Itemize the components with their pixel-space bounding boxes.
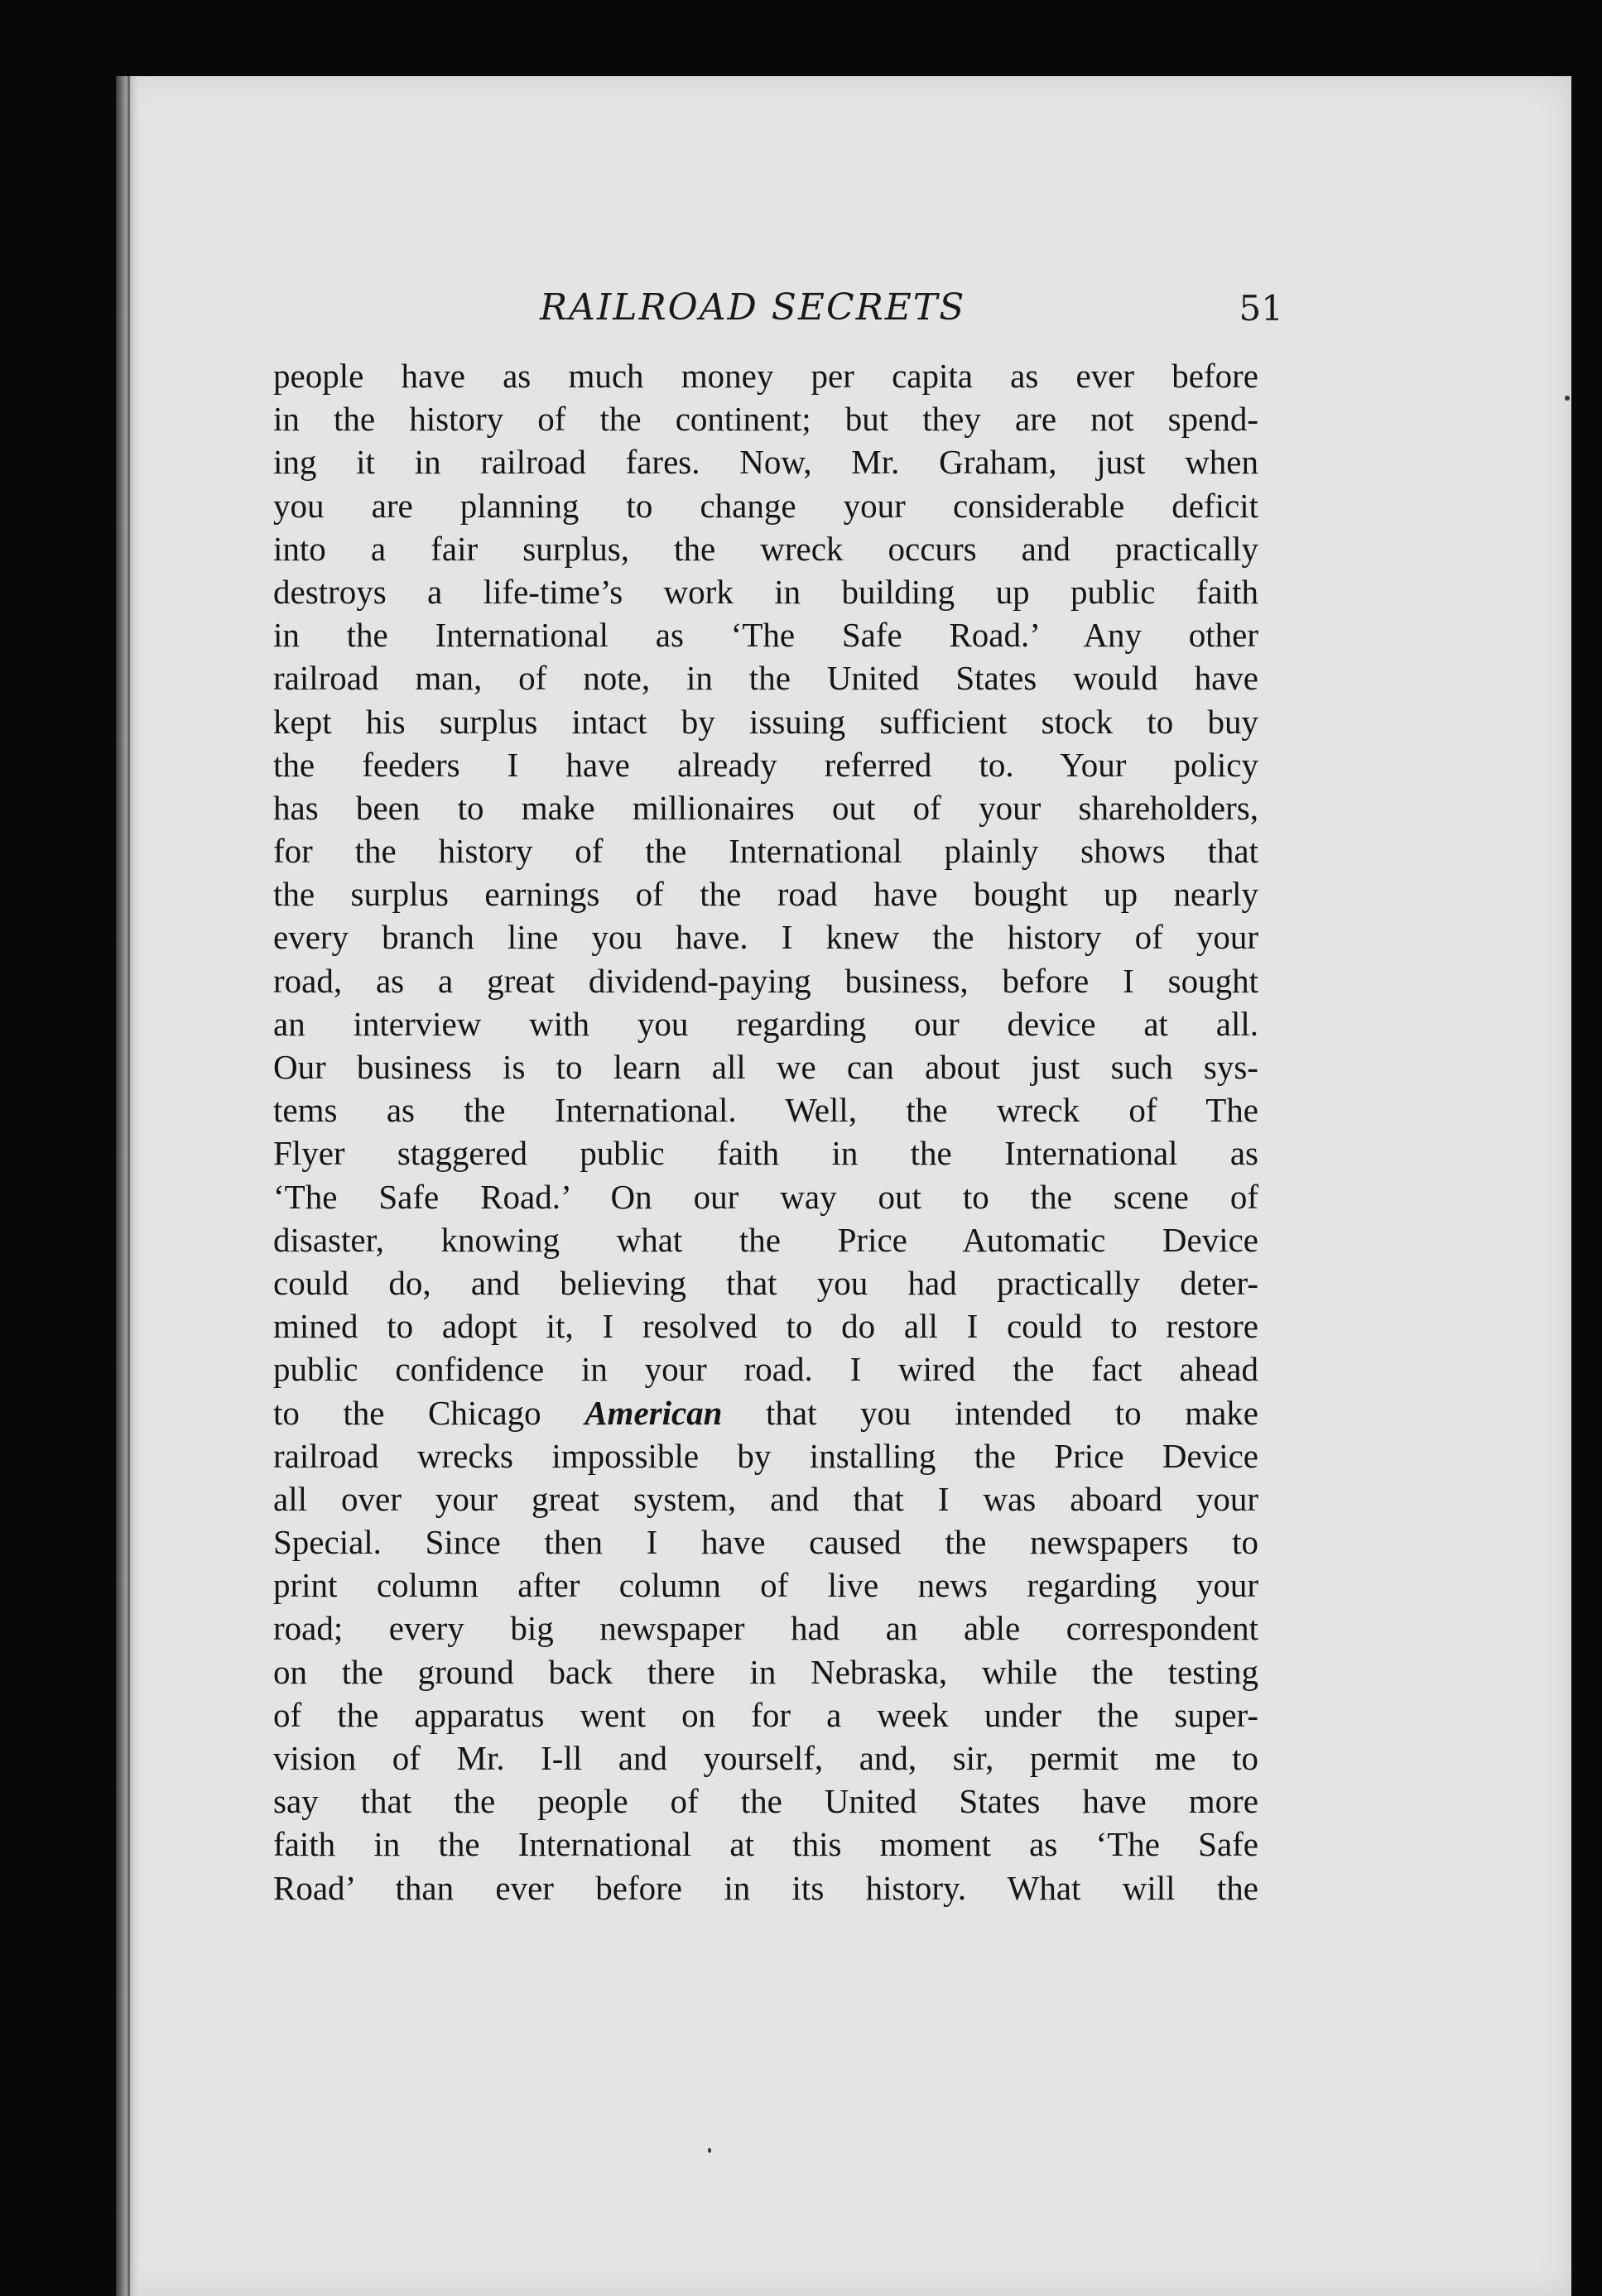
text-line: has been to make millionaires out of your shareholders,	[273, 788, 1258, 827]
text-line: public confidence in your road. I wired the fact ahead	[273, 1350, 1258, 1389]
text-line: road; every big newspaper had an able correspondent	[273, 1609, 1258, 1648]
running-head: RAILROAD SECRETS	[540, 286, 966, 329]
text-line: for the history of the International plainly shows that	[273, 832, 1258, 871]
text-line: all over your great system, and that I was aboard your	[273, 1479, 1258, 1518]
body-text	[273, 354, 1258, 1909]
text-line: railroad wrecks impossible by installing the Price Device	[273, 1436, 1258, 1475]
text-segment: to the Chicago	[273, 1393, 585, 1432]
text-line: faith in the International at this moment as ‘The Safe	[273, 1825, 1258, 1864]
text-segment: that you intended to make	[722, 1393, 1258, 1432]
text-line: Special. Since then I have caused the newspapers to	[273, 1523, 1258, 1562]
italic-newspaper-title: American	[585, 1393, 723, 1432]
text-line: on the ground back there in Nebraska, while the testing	[273, 1652, 1258, 1691]
page-number: 51	[1239, 288, 1283, 329]
text-line: an interview with you regarding our device at all.	[273, 1004, 1258, 1043]
text-line: tems as the International. Well, the wreck of The	[273, 1091, 1258, 1130]
text-line: destroys a life-time’s work in building up public faith	[273, 572, 1258, 611]
text-line: mined to adopt it, I resolved to do all I could to restore	[273, 1307, 1258, 1346]
text-line: say that the people of the United States have more	[273, 1782, 1258, 1821]
text-line: could do, and believing that you had practically deter-	[273, 1263, 1258, 1302]
text-line: the feeders I have already referred to. Your policy	[273, 745, 1258, 784]
text-line: disaster, knowing what the Price Automatic Device	[273, 1220, 1258, 1259]
text-line: the surplus earnings of the road have bought up nearly	[273, 875, 1258, 914]
text-line: Flyer staggered public faith in the International as	[273, 1134, 1258, 1173]
text-line: railroad man, of note, in the United States would have	[273, 659, 1258, 698]
text-line: ing it in railroad fares. Now, Mr. Graham, just when	[273, 443, 1258, 482]
text-line: in the history of the continent; but they are not spend-	[273, 400, 1258, 439]
text-line: into a fair surplus, the wreck occurs and practically	[273, 529, 1258, 568]
text-line: of the apparatus went on for a week under the super-	[273, 1695, 1258, 1734]
text-line: you are planning to change your considerable deficit	[273, 486, 1258, 525]
text-line: kept his surplus intact by issuing sufficient stock to buy	[273, 702, 1258, 741]
dust-speck	[1565, 396, 1570, 401]
page-header	[273, 286, 1283, 336]
text-line	[273, 1391, 1258, 1434]
text-line: print column after column of live news regarding your	[273, 1566, 1258, 1605]
dust-speck	[708, 2148, 711, 2153]
text-line: in the International as ‘The Safe Road.’ Any other	[273, 616, 1258, 655]
text-line: vision of Mr. I-ll and yourself, and, sir, permit me to	[273, 1739, 1258, 1777]
text-line: ‘The Safe Road.’ On our way out to the scene of	[273, 1177, 1258, 1216]
text-line: people have as much money per capita as ever before	[273, 357, 1258, 395]
text-line: road, as a great dividend-paying business, before I sought	[273, 961, 1258, 1000]
text-line: Road’ than ever before in its history. What will the	[273, 1868, 1258, 1907]
binding-edge	[127, 76, 130, 2296]
text-line: Our business is to learn all we can about just such sys-	[273, 1048, 1258, 1086]
text-line: every branch line you have. I knew the history of your	[273, 918, 1258, 957]
